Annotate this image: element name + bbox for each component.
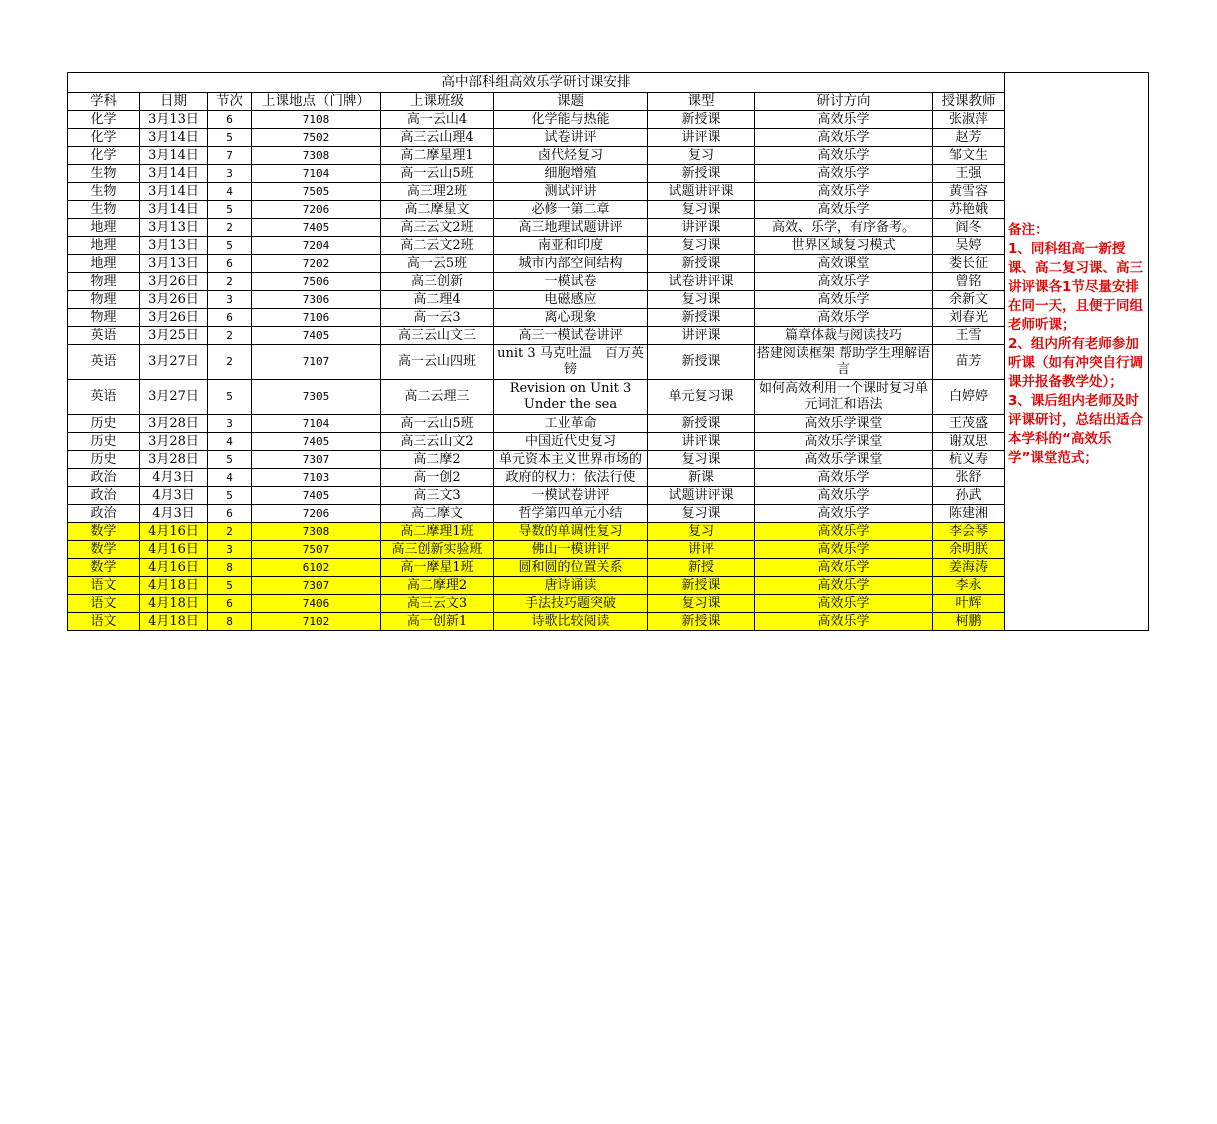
cell-type[interactable]: 复习: [648, 147, 755, 165]
cell-type[interactable]: 讲评课: [648, 219, 755, 237]
cell-topic[interactable]: 电磁感应: [494, 291, 648, 309]
cell-room[interactable]: 7307: [252, 451, 381, 469]
cell-teacher[interactable]: 姜海涛: [933, 559, 1005, 577]
cell-topic[interactable]: 中国近代史复习: [494, 433, 648, 451]
table-row: [68, 111, 1149, 129]
cell-date[interactable]: 4月18日: [140, 595, 208, 613]
cell-period[interactable]: 6: [208, 255, 252, 273]
cell-teacher[interactable]: 曾铭: [933, 273, 1005, 291]
cell-teacher[interactable]: 王雪: [933, 327, 1005, 345]
cell-topic[interactable]: 化学能与热能: [494, 111, 648, 129]
cell-topic[interactable]: 一模试卷: [494, 273, 648, 291]
cell-room[interactable]: 7102: [252, 613, 381, 631]
cell-subject[interactable]: 英语: [68, 345, 140, 380]
cell-period[interactable]: 5: [208, 577, 252, 595]
cell-direction[interactable]: 高效乐学: [755, 291, 933, 309]
cell-period[interactable]: 5: [208, 201, 252, 219]
column-header[interactable]: 授课教师: [933, 93, 1005, 111]
table-row: [68, 219, 1149, 237]
cell-teacher[interactable]: 陈建湘: [933, 505, 1005, 523]
cell-subject[interactable]: 物理: [68, 273, 140, 291]
cell-subject[interactable]: 物理: [68, 291, 140, 309]
cell-topic[interactable]: 佛山一模讲评: [494, 541, 648, 559]
cell-direction[interactable]: 高效乐学: [755, 469, 933, 487]
cell-date[interactable]: 3月26日: [140, 291, 208, 309]
cell-period[interactable]: 5: [208, 487, 252, 505]
cell-direction[interactable]: 高效乐学: [755, 523, 933, 541]
cell-subject[interactable]: 地理: [68, 219, 140, 237]
cell-date[interactable]: 4月16日: [140, 523, 208, 541]
cell-room[interactable]: 7202: [252, 255, 381, 273]
cell-period[interactable]: 6: [208, 505, 252, 523]
cell-topic[interactable]: 卤代烃复习: [494, 147, 648, 165]
cell-date[interactable]: 3月28日: [140, 451, 208, 469]
table-row: [68, 469, 1149, 487]
note-line: 2、组内所有老师参加听课（如有冲突自行调课并报备教学处）；: [1008, 336, 1143, 390]
cell-class[interactable]: 高一云3: [381, 309, 494, 327]
cell-date[interactable]: 3月13日: [140, 237, 208, 255]
cell-date[interactable]: 4月3日: [140, 469, 208, 487]
cell-type[interactable]: 讲评: [648, 541, 755, 559]
cell-teacher[interactable]: 黄雪容: [933, 183, 1005, 201]
header-row: [68, 93, 1149, 111]
cell-subject[interactable]: 历史: [68, 433, 140, 451]
cell-subject[interactable]: 化学: [68, 111, 140, 129]
column-header[interactable]: 节次: [208, 93, 252, 111]
cell-class[interactable]: 高一云山四班: [381, 345, 494, 380]
cell-class[interactable]: 高一创新1: [381, 613, 494, 631]
cell-topic[interactable]: Revision on Unit 3 Under the sea: [494, 380, 648, 415]
cell-class[interactable]: 高三云文2班: [381, 219, 494, 237]
cell-date[interactable]: 3月28日: [140, 415, 208, 433]
cell-period[interactable]: 2: [208, 327, 252, 345]
cell-type[interactable]: 复习课: [648, 201, 755, 219]
note-line: 1、同科组高一新授课、高二复习课、高三讲评课各1节尽量安排在同一天，且便于同组老师听课；: [1008, 241, 1143, 333]
cell-type[interactable]: 复习课: [648, 505, 755, 523]
cell-type[interactable]: 复习课: [648, 451, 755, 469]
cell-room[interactable]: 7103: [252, 469, 381, 487]
cell-topic[interactable]: 手法技巧题突破: [494, 595, 648, 613]
cell-topic[interactable]: 细胞增殖: [494, 165, 648, 183]
cell-class[interactable]: 高三云山理4: [381, 129, 494, 147]
table-row: [68, 201, 1149, 219]
cell-period[interactable]: 5: [208, 380, 252, 415]
cell-type[interactable]: 新授课: [648, 255, 755, 273]
cell-period[interactable]: 7: [208, 147, 252, 165]
cell-period[interactable]: 8: [208, 613, 252, 631]
cell-type[interactable]: 复习课: [648, 291, 755, 309]
cell-class[interactable]: 高三文3: [381, 487, 494, 505]
cell-direction[interactable]: 高效乐学: [755, 201, 933, 219]
cell-date[interactable]: 4月18日: [140, 577, 208, 595]
cell-direction[interactable]: 高效乐学: [755, 273, 933, 291]
cell-room[interactable]: 7405: [252, 487, 381, 505]
cell-teacher[interactable]: 张舒: [933, 469, 1005, 487]
column-header[interactable]: 上课地点（门牌）: [252, 93, 381, 111]
cell-direction[interactable]: 搭建阅读框架 帮助学生理解语言: [755, 345, 933, 380]
cell-date[interactable]: 3月14日: [140, 165, 208, 183]
cell-room[interactable]: 7108: [252, 111, 381, 129]
cell-subject[interactable]: 数学: [68, 559, 140, 577]
cell-direction[interactable]: 篇章体裁与阅读技巧: [755, 327, 933, 345]
cell-subject[interactable]: 历史: [68, 451, 140, 469]
cell-period[interactable]: 4: [208, 183, 252, 201]
cell-type[interactable]: 新课: [648, 469, 755, 487]
cell-subject[interactable]: 英语: [68, 380, 140, 415]
cell-direction[interactable]: 高效乐学课堂: [755, 451, 933, 469]
cell-room[interactable]: 7405: [252, 219, 381, 237]
cell-period[interactable]: 4: [208, 433, 252, 451]
cell-topic[interactable]: 离心现象: [494, 309, 648, 327]
table-row: [68, 327, 1149, 345]
cell-subject[interactable]: 历史: [68, 415, 140, 433]
cell-teacher[interactable]: 杭义寿: [933, 451, 1005, 469]
cell-direction[interactable]: 如何高效利用一个课时复习单元词汇和语法: [755, 380, 933, 415]
cell-teacher[interactable]: 王茂盛: [933, 415, 1005, 433]
cell-topic[interactable]: 测试评讲: [494, 183, 648, 201]
cell-period[interactable]: 5: [208, 451, 252, 469]
cell-topic[interactable]: 南亚和印度: [494, 237, 648, 255]
cell-topic[interactable]: 必修一第二章: [494, 201, 648, 219]
cell-period[interactable]: 3: [208, 415, 252, 433]
cell-period[interactable]: 6: [208, 309, 252, 327]
cell-type[interactable]: 复习课: [648, 237, 755, 255]
cell-room[interactable]: 7305: [252, 380, 381, 415]
cell-period[interactable]: 3: [208, 165, 252, 183]
table-row: [68, 451, 1149, 469]
cell-direction[interactable]: 世界区域复习模式: [755, 237, 933, 255]
cell-room[interactable]: 7308: [252, 523, 381, 541]
cell-type[interactable]: 讲评课: [648, 327, 755, 345]
cell-subject[interactable]: 生物: [68, 201, 140, 219]
cell-class[interactable]: 高二摩星文: [381, 201, 494, 219]
cell-class[interactable]: 高二理4: [381, 291, 494, 309]
cell-period[interactable]: 2: [208, 219, 252, 237]
cell-teacher[interactable]: 刘春光: [933, 309, 1005, 327]
cell-room[interactable]: 7206: [252, 201, 381, 219]
table-row: [68, 309, 1149, 327]
cell-room[interactable]: 7204: [252, 237, 381, 255]
table-row: [68, 595, 1149, 613]
cell-room[interactable]: 7106: [252, 309, 381, 327]
table-row: [68, 183, 1149, 201]
cell-date[interactable]: 4月3日: [140, 487, 208, 505]
schedule-sheet: [67, 72, 1149, 631]
table-row: [68, 415, 1149, 433]
cell-date[interactable]: 3月14日: [140, 201, 208, 219]
cell-type[interactable]: 新授课: [648, 577, 755, 595]
note-line: 备注：: [1008, 222, 1049, 238]
cell-type[interactable]: 新授课: [648, 415, 755, 433]
cell-period[interactable]: 3: [208, 541, 252, 559]
cell-room[interactable]: 7307: [252, 577, 381, 595]
cell-subject[interactable]: 语文: [68, 577, 140, 595]
cell-room[interactable]: 7104: [252, 165, 381, 183]
cell-direction[interactable]: 高效乐学: [755, 183, 933, 201]
cell-direction[interactable]: 高效乐学: [755, 613, 933, 631]
cell-date[interactable]: 3月26日: [140, 273, 208, 291]
cell-date[interactable]: 3月25日: [140, 327, 208, 345]
cell-room[interactable]: 7506: [252, 273, 381, 291]
cell-subject[interactable]: 数学: [68, 523, 140, 541]
cell-period[interactable]: 4: [208, 469, 252, 487]
cell-class[interactable]: 高三创新: [381, 273, 494, 291]
cell-class[interactable]: 高一创2: [381, 469, 494, 487]
cell-type[interactable]: 新授课: [648, 613, 755, 631]
cell-teacher[interactable]: 阎冬: [933, 219, 1005, 237]
note-cell[interactable]: [1005, 73, 1149, 631]
cell-teacher[interactable]: 叶辉: [933, 595, 1005, 613]
table-row: [68, 165, 1149, 183]
cell-teacher[interactable]: 苗芳: [933, 345, 1005, 380]
cell-direction[interactable]: 高效乐学课堂: [755, 415, 933, 433]
table-row: [68, 505, 1149, 523]
cell-direction[interactable]: 高效乐学: [755, 165, 933, 183]
cell-teacher[interactable]: 余明朕: [933, 541, 1005, 559]
cell-type[interactable]: 新授课: [648, 165, 755, 183]
column-header[interactable]: 学科: [68, 93, 140, 111]
cell-class[interactable]: 高一云山5班: [381, 165, 494, 183]
cell-class[interactable]: 高一摩星1班: [381, 559, 494, 577]
cell-period[interactable]: 3: [208, 291, 252, 309]
cell-date[interactable]: 3月13日: [140, 255, 208, 273]
cell-subject[interactable]: 化学: [68, 129, 140, 147]
column-header[interactable]: 课型: [648, 93, 755, 111]
cell-subject[interactable]: 政治: [68, 469, 140, 487]
cell-direction[interactable]: 高效乐学: [755, 559, 933, 577]
cell-class[interactable]: 高三云山文三: [381, 327, 494, 345]
cell-date[interactable]: 3月14日: [140, 147, 208, 165]
cell-teacher[interactable]: 娄长征: [933, 255, 1005, 273]
cell-topic[interactable]: 城市内部空间结构: [494, 255, 648, 273]
cell-type[interactable]: 新授课: [648, 345, 755, 380]
cell-date[interactable]: 3月14日: [140, 129, 208, 147]
cell-period[interactable]: 6: [208, 595, 252, 613]
cell-type[interactable]: 单元复习课: [648, 380, 755, 415]
table-row: [68, 345, 1149, 380]
cell-period[interactable]: 5: [208, 237, 252, 255]
cell-topic[interactable]: 工业革命: [494, 415, 648, 433]
cell-teacher[interactable]: 赵芳: [933, 129, 1005, 147]
table-row: [68, 487, 1149, 505]
cell-type[interactable]: 讲评课: [648, 129, 755, 147]
cell-teacher[interactable]: 柯鹏: [933, 613, 1005, 631]
note-line: 3、课后组内老师及时评课研讨，总结出适合本学科的“高效乐学”课堂范式；: [1008, 393, 1143, 466]
table-row: [68, 433, 1149, 451]
cell-class[interactable]: 高二云文2班: [381, 237, 494, 255]
cell-period[interactable]: 5: [208, 129, 252, 147]
cell-room[interactable]: 7505: [252, 183, 381, 201]
cell-teacher[interactable]: 李会琴: [933, 523, 1005, 541]
cell-direction[interactable]: 高效乐学: [755, 577, 933, 595]
table-row: [68, 577, 1149, 595]
cell-class[interactable]: 高二摩文: [381, 505, 494, 523]
cell-topic[interactable]: 试卷讲评: [494, 129, 648, 147]
cell-teacher[interactable]: 余新文: [933, 291, 1005, 309]
cell-direction[interactable]: 高效乐学: [755, 487, 933, 505]
cell-room[interactable]: 7502: [252, 129, 381, 147]
cell-room[interactable]: 7308: [252, 147, 381, 165]
cell-type[interactable]: 试卷讲评课: [648, 273, 755, 291]
cell-room[interactable]: 7507: [252, 541, 381, 559]
table-row: [68, 523, 1149, 541]
cell-teacher[interactable]: 苏艳娥: [933, 201, 1005, 219]
table-row: [68, 147, 1149, 165]
cell-direction[interactable]: 高效课堂: [755, 255, 933, 273]
schedule-table: [67, 72, 1149, 631]
cell-subject[interactable]: 地理: [68, 237, 140, 255]
column-header[interactable]: 课题: [494, 93, 648, 111]
table-row: [68, 291, 1149, 309]
column-header[interactable]: 研讨方向: [755, 93, 933, 111]
cell-date[interactable]: 3月13日: [140, 219, 208, 237]
table-title[interactable]: 高中部科组高效乐学研讨课安排: [68, 73, 1005, 93]
cell-room[interactable]: 7104: [252, 415, 381, 433]
cell-date[interactable]: 4月16日: [140, 541, 208, 559]
cell-topic[interactable]: 圆和圆的位置关系: [494, 559, 648, 577]
table-row: [68, 541, 1149, 559]
cell-direction[interactable]: 高效乐学: [755, 541, 933, 559]
cell-class[interactable]: 高三云山文2: [381, 433, 494, 451]
cell-class[interactable]: 高二摩理1班: [381, 523, 494, 541]
cell-class[interactable]: 高二摩理2: [381, 577, 494, 595]
column-header[interactable]: 日期: [140, 93, 208, 111]
cell-subject[interactable]: 数学: [68, 541, 140, 559]
cell-direction[interactable]: 高效乐学课堂: [755, 433, 933, 451]
cell-subject[interactable]: 物理: [68, 309, 140, 327]
cell-topic[interactable]: 高三一模试卷讲评: [494, 327, 648, 345]
cell-teacher[interactable]: 李永: [933, 577, 1005, 595]
cell-direction[interactable]: 高效乐学: [755, 129, 933, 147]
cell-subject[interactable]: 生物: [68, 183, 140, 201]
cell-topic[interactable]: 导数的单调性复习: [494, 523, 648, 541]
table-row: [68, 237, 1149, 255]
cell-teacher[interactable]: 谢双思: [933, 433, 1005, 451]
cell-class[interactable]: 高二摩星理1: [381, 147, 494, 165]
cell-class[interactable]: 高三创新实验班: [381, 541, 494, 559]
cell-period[interactable]: 2: [208, 273, 252, 291]
cell-direction[interactable]: 高效、乐学，有序备考。: [755, 219, 933, 237]
table-row: [68, 380, 1149, 415]
cell-type[interactable]: 复习课: [648, 595, 755, 613]
cell-class[interactable]: 高三理2班: [381, 183, 494, 201]
cell-type[interactable]: 新授课: [648, 309, 755, 327]
cell-type[interactable]: 试题讲评课: [648, 487, 755, 505]
cell-room[interactable]: 7406: [252, 595, 381, 613]
cell-direction[interactable]: 高效乐学: [755, 147, 933, 165]
cell-teacher[interactable]: 白婷婷: [933, 380, 1005, 415]
cell-topic[interactable]: 唐诗诵读: [494, 577, 648, 595]
column-header[interactable]: 上课班级: [381, 93, 494, 111]
cell-class[interactable]: 高一云山4: [381, 111, 494, 129]
cell-date[interactable]: 4月16日: [140, 559, 208, 577]
cell-subject[interactable]: 英语: [68, 327, 140, 345]
cell-date[interactable]: 4月3日: [140, 505, 208, 523]
cell-subject[interactable]: 政治: [68, 505, 140, 523]
cell-topic[interactable]: unit 3 马克吐温 百万英镑: [494, 345, 648, 380]
cell-date[interactable]: 3月27日: [140, 380, 208, 415]
cell-date[interactable]: 3月28日: [140, 433, 208, 451]
cell-period[interactable]: 8: [208, 559, 252, 577]
cell-subject[interactable]: 政治: [68, 487, 140, 505]
cell-teacher[interactable]: 孙武: [933, 487, 1005, 505]
cell-period[interactable]: 2: [208, 345, 252, 380]
cell-subject[interactable]: 语文: [68, 595, 140, 613]
cell-topic[interactable]: 高三地理试题讲评: [494, 219, 648, 237]
cell-room[interactable]: 7107: [252, 345, 381, 380]
cell-topic[interactable]: 单元资本主义世界市场的: [494, 451, 648, 469]
cell-teacher[interactable]: 邹文生: [933, 147, 1005, 165]
cell-topic[interactable]: 政府的权力：依法行使: [494, 469, 648, 487]
cell-class[interactable]: 高二云理三: [381, 380, 494, 415]
cell-topic[interactable]: 诗歌比较阅读: [494, 613, 648, 631]
cell-direction[interactable]: 高效乐学: [755, 309, 933, 327]
cell-subject[interactable]: 生物: [68, 165, 140, 183]
table-row: [68, 613, 1149, 631]
cell-direction[interactable]: 高效乐学: [755, 111, 933, 129]
cell-date[interactable]: 4月18日: [140, 613, 208, 631]
cell-direction[interactable]: 高效乐学: [755, 595, 933, 613]
cell-period[interactable]: 6: [208, 111, 252, 129]
cell-date[interactable]: 3月13日: [140, 111, 208, 129]
cell-type[interactable]: 试题讲评课: [648, 183, 755, 201]
cell-type[interactable]: 讲评课: [648, 433, 755, 451]
cell-date[interactable]: 3月26日: [140, 309, 208, 327]
cell-room[interactable]: 7206: [252, 505, 381, 523]
cell-teacher[interactable]: 王强: [933, 165, 1005, 183]
cell-class[interactable]: 高二摩2: [381, 451, 494, 469]
cell-room[interactable]: 7405: [252, 327, 381, 345]
cell-class[interactable]: 高三云文3: [381, 595, 494, 613]
cell-type[interactable]: 复习: [648, 523, 755, 541]
table-row: [68, 129, 1149, 147]
cell-subject[interactable]: 语文: [68, 613, 140, 631]
cell-teacher[interactable]: 张淑萍: [933, 111, 1005, 129]
cell-date[interactable]: 3月14日: [140, 183, 208, 201]
cell-room[interactable]: 6102: [252, 559, 381, 577]
cell-subject[interactable]: 化学: [68, 147, 140, 165]
cell-topic[interactable]: 一模试卷讲评: [494, 487, 648, 505]
table-row: [68, 559, 1149, 577]
cell-direction[interactable]: 高效乐学: [755, 505, 933, 523]
table-row: [68, 255, 1149, 273]
cell-type[interactable]: 新授: [648, 559, 755, 577]
cell-subject[interactable]: 地理: [68, 255, 140, 273]
table-row: [68, 273, 1149, 291]
cell-date[interactable]: 3月27日: [140, 345, 208, 380]
cell-room[interactable]: 7405: [252, 433, 381, 451]
cell-topic[interactable]: 哲学第四单元小结: [494, 505, 648, 523]
cell-teacher[interactable]: 吴婷: [933, 237, 1005, 255]
cell-room[interactable]: 7306: [252, 291, 381, 309]
cell-class[interactable]: 高一云山5班: [381, 415, 494, 433]
cell-period[interactable]: 2: [208, 523, 252, 541]
cell-class[interactable]: 高一云5班: [381, 255, 494, 273]
cell-type[interactable]: 新授课: [648, 111, 755, 129]
